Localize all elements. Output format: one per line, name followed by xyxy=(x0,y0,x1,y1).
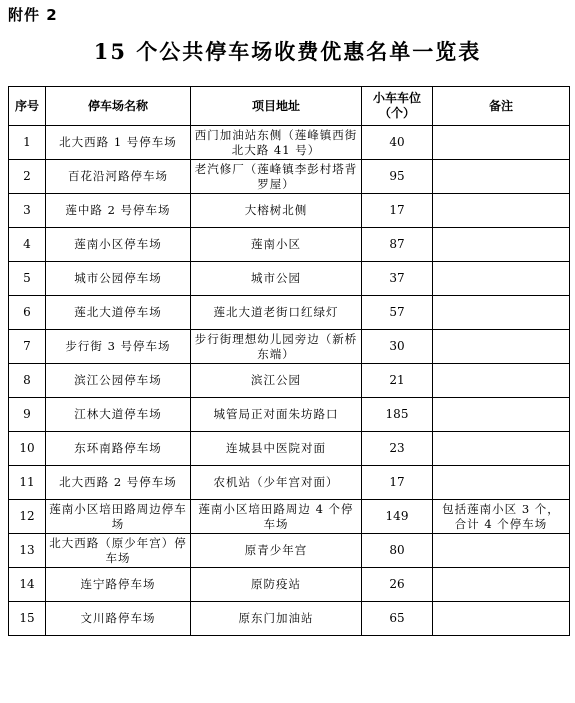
table-row xyxy=(9,126,570,160)
row-note xyxy=(433,160,570,194)
row-spaces: 95 xyxy=(362,160,433,194)
row-name: 莲北大道停车场 xyxy=(46,296,191,330)
table-row xyxy=(9,364,570,398)
table-row xyxy=(9,160,570,194)
row-address: 老汽修厂（莲峰镇李彭村塔背罗屋） xyxy=(191,160,362,194)
row-address: 大榕树北侧 xyxy=(191,194,362,228)
row-spaces: 37 xyxy=(362,262,433,296)
row-name: 滨江公园停车场 xyxy=(46,364,191,398)
row-index: 5 xyxy=(9,262,46,296)
row-spaces: 149 xyxy=(362,500,433,534)
row-index: 4 xyxy=(9,228,46,262)
row-name: 百花沿河路停车场 xyxy=(46,160,191,194)
row-address: 农机站（少年宫对面） xyxy=(191,466,362,500)
row-name: 城市公园停车场 xyxy=(46,262,191,296)
row-name: 东环南路停车场 xyxy=(46,432,191,466)
row-name: 北大西路 1 号停车场 xyxy=(46,126,191,160)
page-title: 15 个公共停车场收费优惠名单一览表 xyxy=(93,39,482,64)
row-name: 莲南小区培田路周边停车场 xyxy=(46,500,191,534)
row-note xyxy=(433,364,570,398)
table-row xyxy=(9,296,570,330)
row-note: 包括莲南小区 3 个，合计 4 个停车场 xyxy=(433,500,570,534)
row-name: 连宁路停车场 xyxy=(46,568,191,602)
table-row xyxy=(9,432,570,466)
row-name: 北大西路（原少年宫）停车场 xyxy=(46,534,191,568)
row-note xyxy=(433,398,570,432)
row-index: 10 xyxy=(9,432,46,466)
row-name: 江林大道停车场 xyxy=(46,398,191,432)
row-address: 原青少年宫 xyxy=(191,534,362,568)
row-note xyxy=(433,262,570,296)
row-address: 连城县中医院对面 xyxy=(191,432,362,466)
row-index: 3 xyxy=(9,194,46,228)
row-note xyxy=(433,568,570,602)
row-name: 莲南小区停车场 xyxy=(46,228,191,262)
header-index: 序号 xyxy=(9,87,46,126)
row-index: 1 xyxy=(9,126,46,160)
row-note xyxy=(433,432,570,466)
attachment-label: 附件 2 xyxy=(8,6,58,24)
row-address: 城管局正对面朱坊路口 xyxy=(191,398,362,432)
parking-table xyxy=(8,86,570,636)
row-index: 6 xyxy=(9,296,46,330)
row-spaces: 17 xyxy=(362,194,433,228)
row-address: 原东门加油站 xyxy=(191,602,362,636)
row-address: 步行街理想幼儿园旁边（新桥东端） xyxy=(191,330,362,364)
row-index: 13 xyxy=(9,534,46,568)
row-index: 2 xyxy=(9,160,46,194)
row-name: 北大西路 2 号停车场 xyxy=(46,466,191,500)
row-index: 14 xyxy=(9,568,46,602)
row-spaces: 30 xyxy=(362,330,433,364)
row-address: 城市公园 xyxy=(191,262,362,296)
table-row xyxy=(9,602,570,636)
row-spaces: 57 xyxy=(362,296,433,330)
table-row xyxy=(9,262,570,296)
row-note xyxy=(433,296,570,330)
row-spaces: 23 xyxy=(362,432,433,466)
row-note xyxy=(433,466,570,500)
header-name: 停车场名称 xyxy=(46,87,191,126)
row-address: 原防疫站 xyxy=(191,568,362,602)
row-index: 9 xyxy=(9,398,46,432)
row-spaces: 26 xyxy=(362,568,433,602)
row-spaces: 80 xyxy=(362,534,433,568)
row-address: 莲南小区 xyxy=(191,228,362,262)
table-row xyxy=(9,398,570,432)
row-address: 莲南小区培田路周边 4 个停车场 xyxy=(191,500,362,534)
row-name: 莲中路 2 号停车场 xyxy=(46,194,191,228)
row-name: 文川路停车场 xyxy=(46,602,191,636)
row-name: 步行街 3 号停车场 xyxy=(46,330,191,364)
row-spaces: 185 xyxy=(362,398,433,432)
table-row xyxy=(9,330,570,364)
row-index: 15 xyxy=(9,602,46,636)
row-address: 西门加油站东侧（莲峰镇西街北大路 41 号） xyxy=(191,126,362,160)
table-row xyxy=(9,500,570,534)
header-note: 备注 xyxy=(433,87,570,126)
row-note xyxy=(433,534,570,568)
row-spaces: 40 xyxy=(362,126,433,160)
table-row xyxy=(9,466,570,500)
table-row xyxy=(9,534,570,568)
table-row xyxy=(9,194,570,228)
table-header-row xyxy=(9,87,570,126)
row-index: 12 xyxy=(9,500,46,534)
row-index: 7 xyxy=(9,330,46,364)
row-address: 滨江公园 xyxy=(191,364,362,398)
table-row xyxy=(9,228,570,262)
row-address: 莲北大道老街口红绿灯 xyxy=(191,296,362,330)
row-spaces: 65 xyxy=(362,602,433,636)
row-note xyxy=(433,126,570,160)
row-spaces: 17 xyxy=(362,466,433,500)
row-index: 11 xyxy=(9,466,46,500)
header-spaces: 小车车位（个） xyxy=(362,87,433,126)
row-spaces: 87 xyxy=(362,228,433,262)
row-spaces: 21 xyxy=(362,364,433,398)
row-note xyxy=(433,602,570,636)
table-row xyxy=(9,568,570,602)
row-index: 8 xyxy=(9,364,46,398)
row-note xyxy=(433,228,570,262)
row-note xyxy=(433,194,570,228)
row-note xyxy=(433,330,570,364)
header-address: 项目地址 xyxy=(191,87,362,126)
